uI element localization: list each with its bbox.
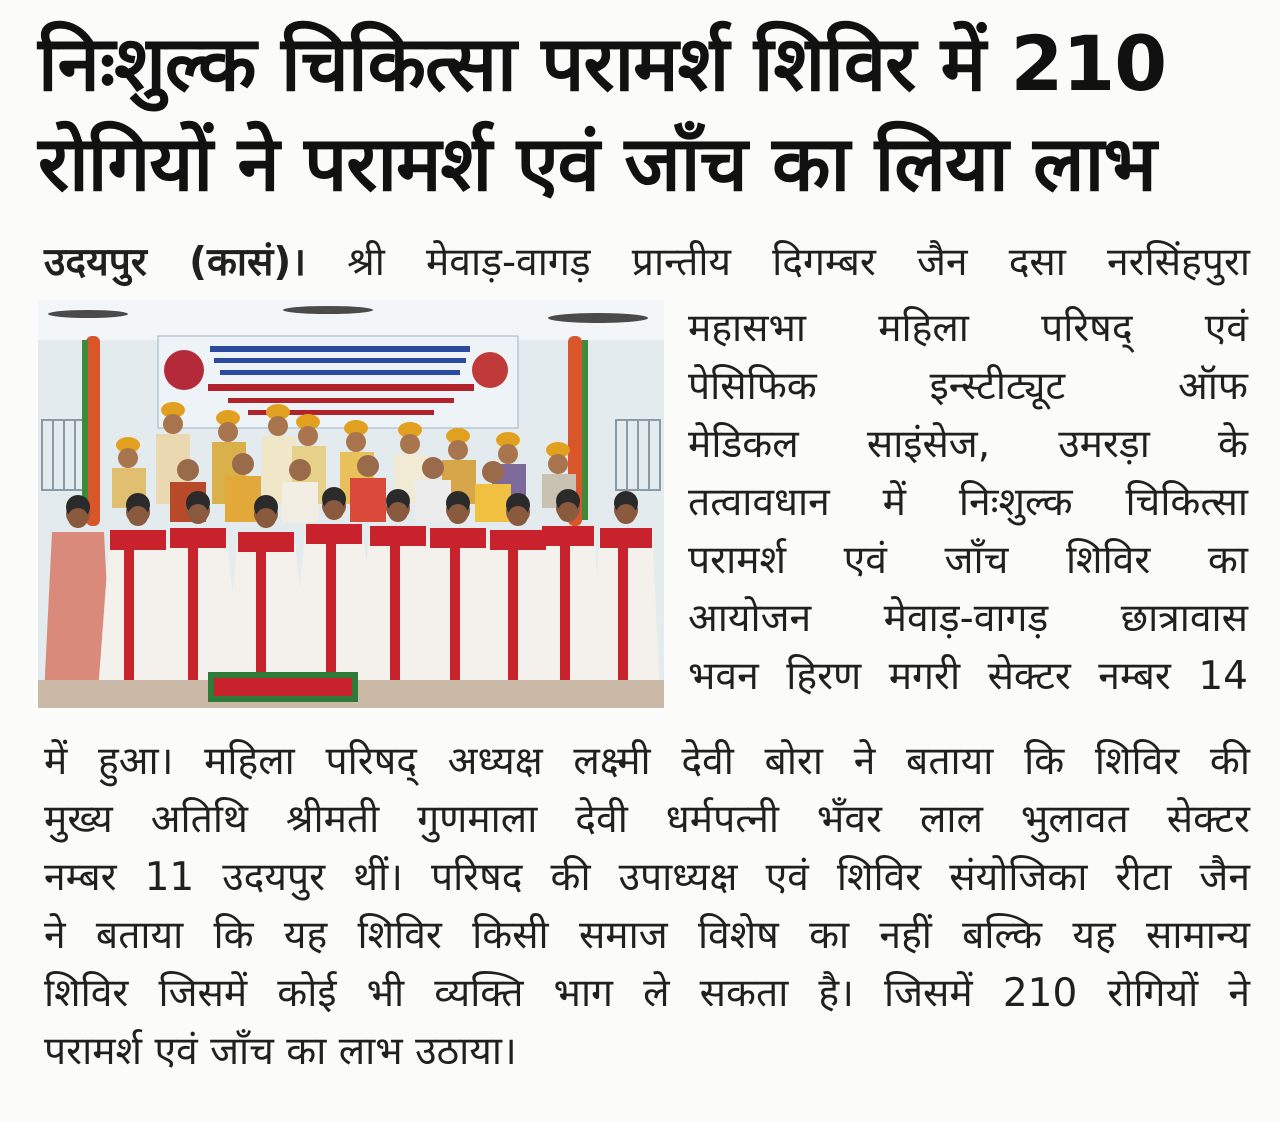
article-line-full-3: नम्बर 11 उदयपुर थीं। परिषद की उपाध्यक्ष एवं शिविर संयोजिका रीटा जैन xyxy=(44,855,1250,900)
news-photo xyxy=(38,300,664,708)
article-line-full-1: में हुआ। महिला परिषद् अध्यक्ष लक्ष्मी देवी बोरा ने बताया कि शिविर की xyxy=(44,739,1250,784)
headline xyxy=(38,14,1248,214)
headline-line-1: निःशुल्क चिकित्सा परामर्श शिविर में 210 xyxy=(38,19,1167,108)
column-line-4: तत्वावधान में निःशुल्क चिकित्सा xyxy=(688,480,1248,525)
column-line-1: महासभा महिला परिषद् एवं xyxy=(688,306,1248,351)
article-line-first xyxy=(44,236,1250,290)
article-line-full-6: परामर्श एवं जाँच का लाभ उठाया। xyxy=(44,1029,517,1074)
column-line-7: भवन हिरण मगरी सेक्टर नम्बर 14 xyxy=(688,654,1248,699)
column-line-3: मेडिकल साइंसेज, उमरड़ा के xyxy=(688,422,1248,467)
column-line-5: परामर्श एवं जाँच शिविर का xyxy=(688,538,1248,583)
dateline: उदयपुर (कासं)। xyxy=(44,240,306,285)
column-line-6: आयोजन मेवाड़-वागड़ छात्रावास xyxy=(688,596,1248,641)
article-line-full-2: मुख्य अतिथि श्रीमती गुणमाला देवी धर्मपत्नी भँवर लाल भुलावत सेक्टर xyxy=(44,797,1250,842)
group-photo-illustration xyxy=(38,300,664,708)
headline-line-2: रोगियों ने परामर्श एवं जाँच का लिया लाभ xyxy=(38,119,1156,208)
article-line-first-text: श्री मेवाड़-वागड़ प्रान्तीय दिगम्बर जैन दसा नरसिंहपुरा xyxy=(305,240,1250,285)
article-line-full-4: ने बताया कि यह शिविर किसी समाज विशेष का नहीं बल्कि यह सामान्य xyxy=(44,913,1250,958)
article-line-full-5: शिविर जिसमें कोई भी व्यक्ति भाग ले सकता है। जिसमें 210 रोगियों ने xyxy=(44,971,1250,1016)
column-line-2: पेसिफिक इन्स्टीट्यूट ऑफ xyxy=(688,364,1248,409)
